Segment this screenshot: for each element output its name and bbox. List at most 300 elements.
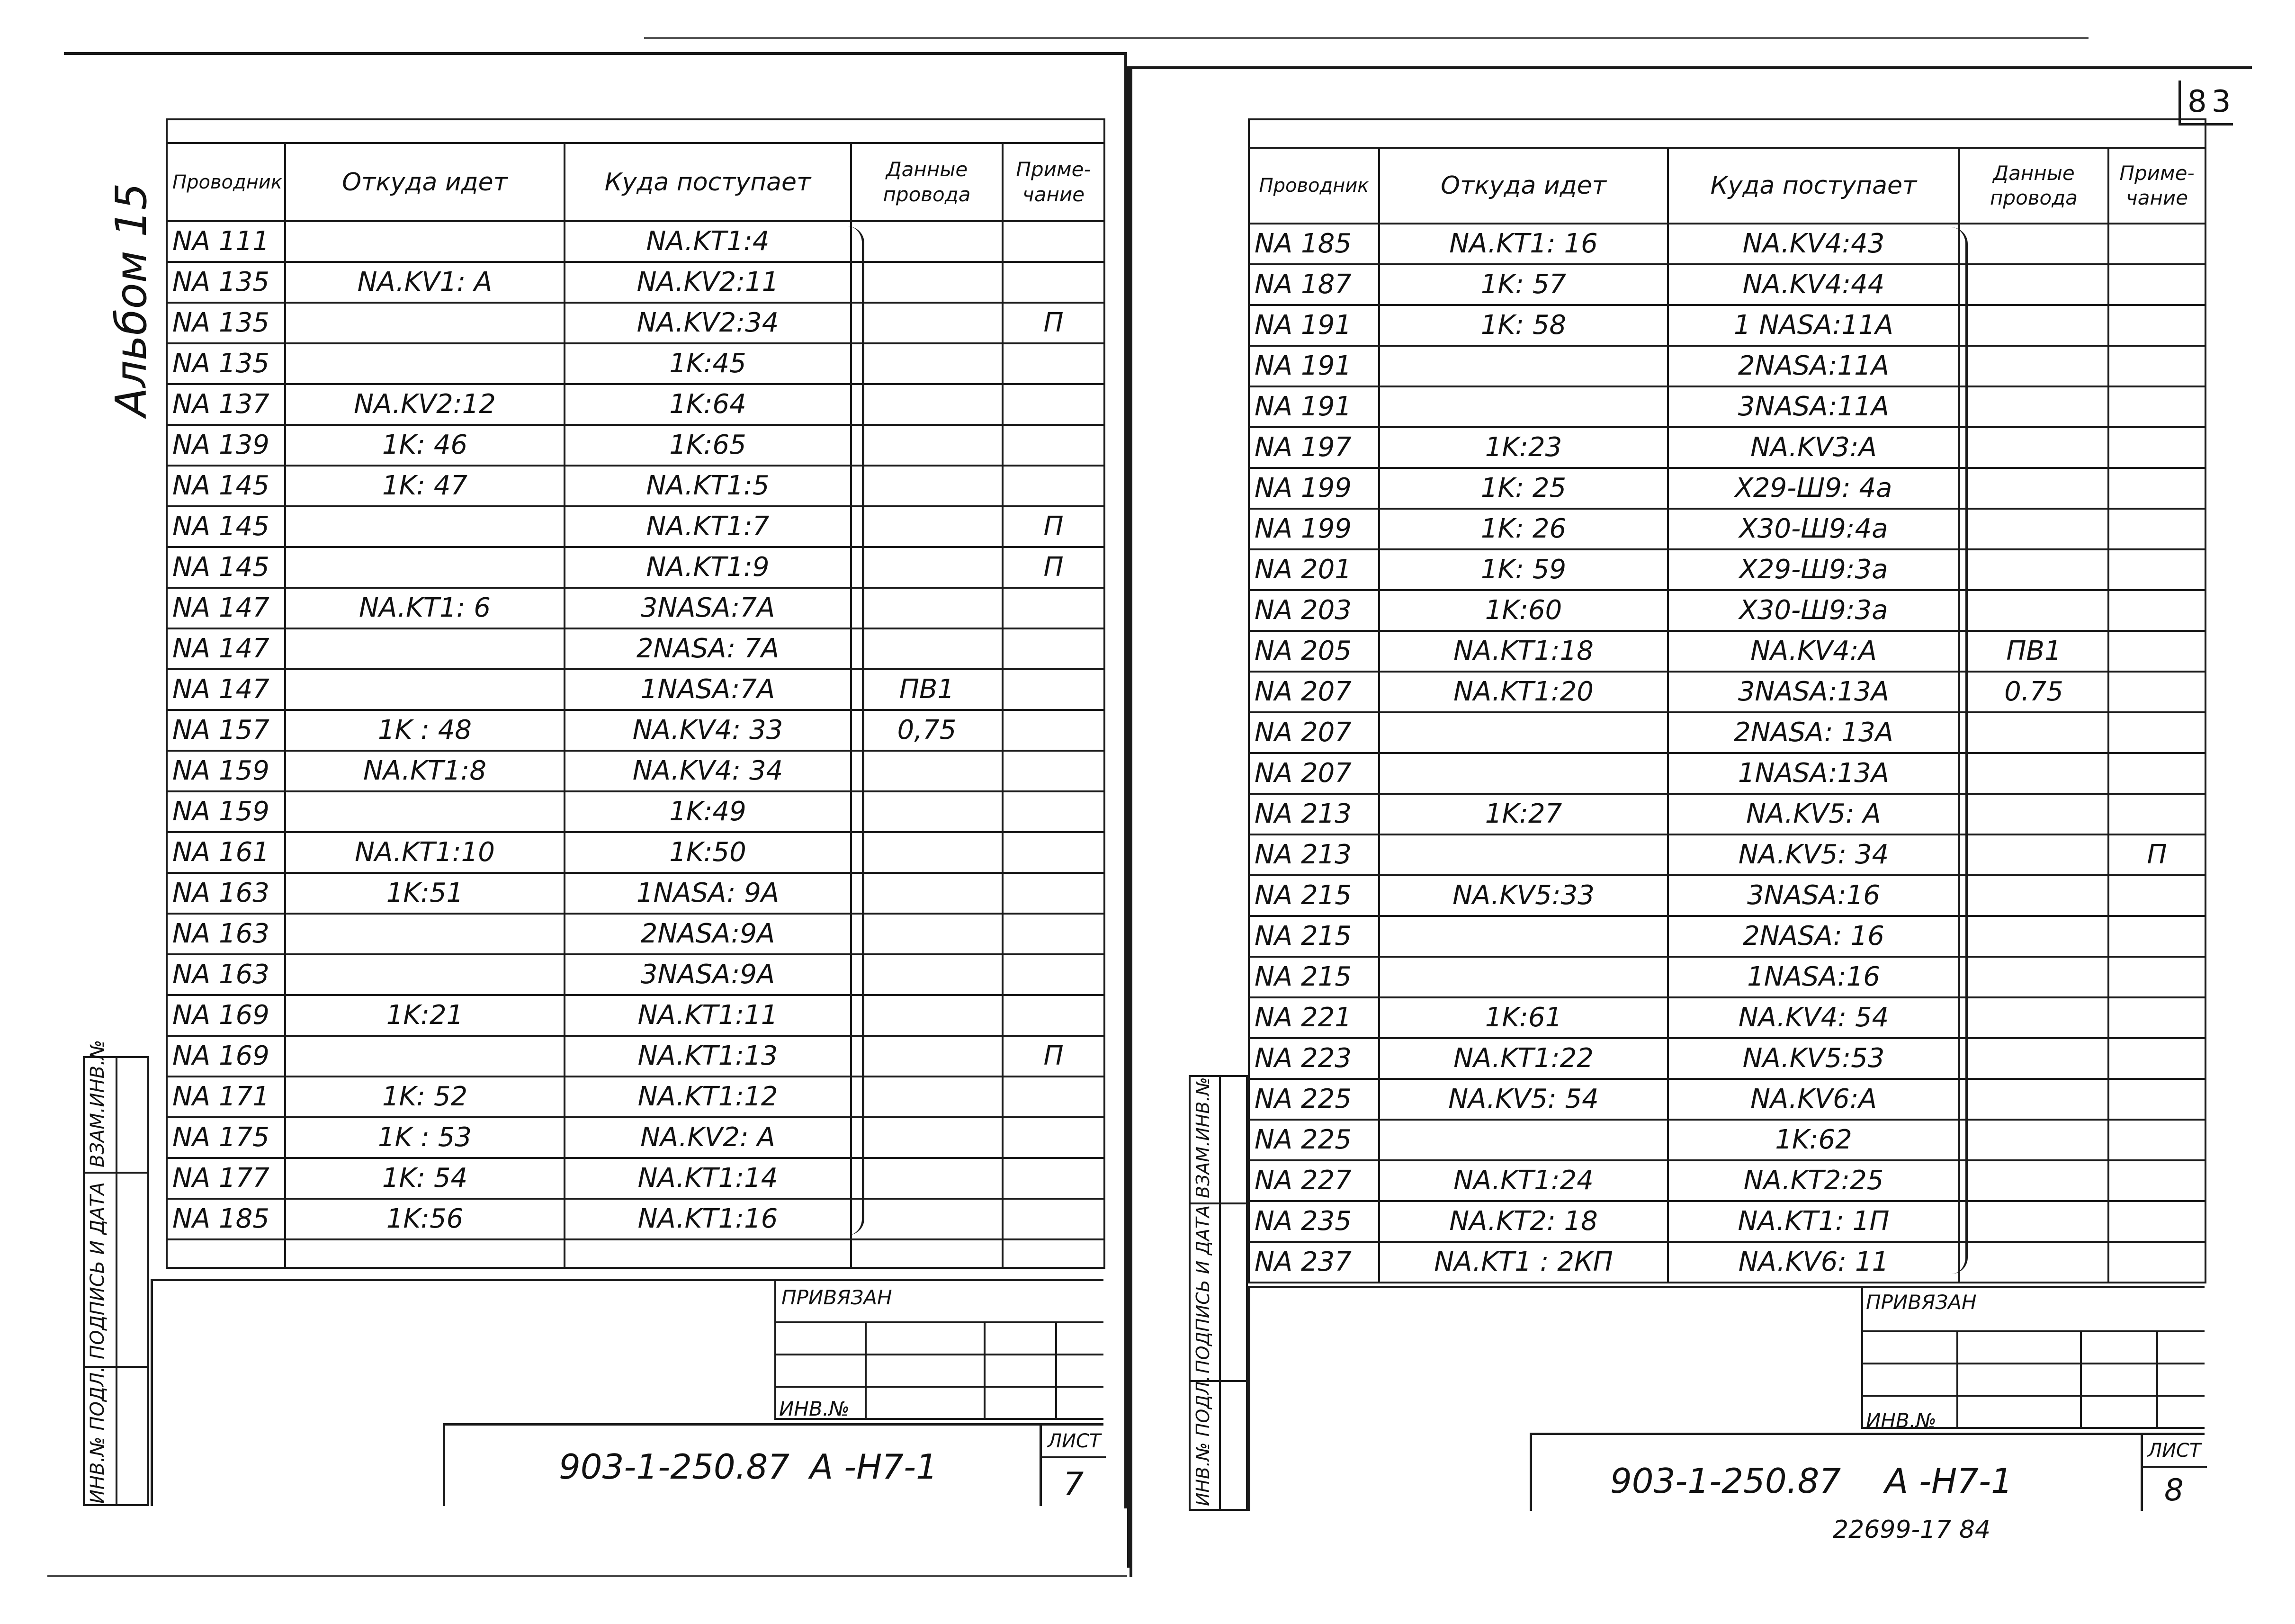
table-row xyxy=(1249,712,2205,753)
data-cell xyxy=(851,343,1003,384)
data-cell xyxy=(1959,549,2108,590)
note-cell xyxy=(2108,794,2205,834)
table-row xyxy=(167,1199,1104,1239)
from-cell xyxy=(1379,916,1668,957)
note-cell xyxy=(1003,832,1104,873)
note-cell xyxy=(2108,1079,2205,1120)
to-cell: NA.KT1:4 xyxy=(565,221,851,262)
table-row xyxy=(1249,549,2205,590)
from-cell xyxy=(1379,753,1668,794)
wire-cell: NA 223 xyxy=(1249,1038,1379,1079)
wire-cell: NA 199 xyxy=(1249,509,1379,549)
header-wire: Проводник xyxy=(167,143,285,221)
from-cell: 1K:51 xyxy=(285,873,565,914)
to-cell: NA.KT1:9 xyxy=(565,547,851,588)
right-replaced-inv-label: ВЗАМ.ИНВ.№ xyxy=(1192,1077,1213,1198)
to-cell: 1K:65 xyxy=(565,425,851,466)
data-cell xyxy=(1959,1201,2108,1242)
from-cell: 1K:61 xyxy=(1379,997,1668,1038)
from-cell: 1K: 54 xyxy=(285,1158,565,1199)
table-row xyxy=(167,588,1104,628)
table-row xyxy=(167,221,1104,262)
data-cell xyxy=(851,751,1003,791)
to-cell: NA.KV4: 54 xyxy=(1668,997,1959,1038)
table-row xyxy=(1249,875,2205,916)
data-cell: ПВ1 xyxy=(1959,631,2108,672)
table-row xyxy=(1249,305,2205,346)
from-cell: 1K: 46 xyxy=(285,425,565,466)
from-cell xyxy=(285,303,565,343)
table-row xyxy=(167,425,1104,466)
note-cell xyxy=(2108,672,2205,712)
header-data: Данные провода xyxy=(1959,148,2108,224)
from-cell xyxy=(1379,1120,1668,1160)
to-cell: 2NASA:11A xyxy=(1668,346,1959,386)
right-designation: 903-1-250.87 xyxy=(1610,1461,1841,1501)
table-row xyxy=(167,628,1104,669)
table-row xyxy=(1249,386,2205,427)
from-cell xyxy=(285,669,565,710)
wire-cell: NA 169 xyxy=(167,995,285,1036)
note-cell xyxy=(1003,343,1104,384)
wire-cell: NA 137 xyxy=(167,384,285,425)
data-cell xyxy=(851,1077,1003,1117)
wire-cell: NA 185 xyxy=(167,1199,285,1239)
note-cell xyxy=(2108,631,2205,672)
wire-cell: NA 207 xyxy=(1249,753,1379,794)
left-sheet-number: 7 xyxy=(1063,1466,1084,1503)
data-cell xyxy=(851,262,1003,303)
to-cell: NA.KV6: 11 xyxy=(1668,1242,1959,1283)
from-cell: NA.KT1:22 xyxy=(1379,1038,1668,1079)
note-cell xyxy=(1003,791,1104,832)
wire-cell: NA 139 xyxy=(167,425,285,466)
left-code: А -Н7-1 xyxy=(810,1447,938,1487)
table-row xyxy=(1249,631,2205,672)
note-cell xyxy=(1003,466,1104,506)
data-cell xyxy=(1959,468,2108,509)
from-cell: 1K:23 xyxy=(1379,427,1668,468)
from-cell xyxy=(285,506,565,547)
from-cell: NA.KV2:12 xyxy=(285,384,565,425)
header-data: Данные провода xyxy=(851,143,1003,221)
note-cell xyxy=(2108,712,2205,753)
to-cell: NA.KV4:44 xyxy=(1668,264,1959,305)
table-row xyxy=(1249,997,2205,1038)
data-cell: 0,75 xyxy=(851,710,1003,751)
to-cell: NA.KV4: 34 xyxy=(565,751,851,791)
data-cell xyxy=(1959,1160,2108,1201)
wire-cell: NA 201 xyxy=(1249,549,1379,590)
wire-cell: NA 191 xyxy=(1249,305,1379,346)
data-cell: 0.75 xyxy=(1959,672,2108,712)
wire-cell: NA 197 xyxy=(1249,427,1379,468)
data-cell: ПВ1 xyxy=(851,669,1003,710)
wire-cell: NA 159 xyxy=(167,791,285,832)
to-cell: NA.KV2:11 xyxy=(565,262,851,303)
note-cell xyxy=(1003,954,1104,995)
wire-cell: NA 199 xyxy=(1249,468,1379,509)
data-cell xyxy=(851,628,1003,669)
to-cell: X30-Ш9:3a xyxy=(1668,590,1959,631)
from-cell: 1K: 26 xyxy=(1379,509,1668,549)
to-cell: NA.KT1:13 xyxy=(565,1036,851,1077)
data-cell xyxy=(1959,916,2108,957)
to-cell: 3NASA:16 xyxy=(1668,875,1959,916)
note-cell xyxy=(2108,1120,2205,1160)
table-row xyxy=(167,262,1104,303)
note-cell xyxy=(2108,549,2205,590)
from-cell: NA.KT1: 6 xyxy=(285,588,565,628)
table-row xyxy=(167,547,1104,588)
from-cell: 1K: 58 xyxy=(1379,305,1668,346)
note-cell: П xyxy=(1003,506,1104,547)
data-cell xyxy=(1959,509,2108,549)
note-cell xyxy=(2108,386,2205,427)
data-cell xyxy=(1959,1242,2108,1283)
to-cell: X30-Ш9:4a xyxy=(1668,509,1959,549)
wire-cell: NA 207 xyxy=(1249,672,1379,712)
table-row xyxy=(167,343,1104,384)
note-cell xyxy=(1003,873,1104,914)
note-cell xyxy=(1003,628,1104,669)
header-to: Куда поступает xyxy=(565,143,851,221)
to-cell: 1K:64 xyxy=(565,384,851,425)
wire-cell: NA 191 xyxy=(1249,346,1379,386)
data-cell xyxy=(1959,346,2108,386)
data-cell xyxy=(1959,427,2108,468)
note-cell: П xyxy=(2108,834,2205,875)
table-row xyxy=(1249,1120,2205,1160)
to-cell: NA.KT1:14 xyxy=(565,1158,851,1199)
wire-cell: NA 213 xyxy=(1249,794,1379,834)
table-row xyxy=(167,832,1104,873)
table-row xyxy=(167,1117,1104,1158)
note-cell xyxy=(1003,1117,1104,1158)
data-cell xyxy=(851,1199,1003,1239)
from-cell xyxy=(285,914,565,954)
wire-cell: NA 225 xyxy=(1249,1120,1379,1160)
left-inv-original-label: ИНВ.№ ПОДЛ. xyxy=(87,1366,108,1504)
to-cell: NA.KT1:5 xyxy=(565,466,851,506)
data-cell xyxy=(851,384,1003,425)
table-row xyxy=(167,1158,1104,1199)
to-cell: 1K:45 xyxy=(565,343,851,384)
table-row xyxy=(167,914,1104,954)
data-cell xyxy=(851,221,1003,262)
table-row xyxy=(1249,916,2205,957)
scan-edge-line-top xyxy=(644,37,2089,39)
wire-cell: NA 205 xyxy=(1249,631,1379,672)
data-cell xyxy=(851,588,1003,628)
header-note: Приме-чание xyxy=(1003,143,1104,221)
table-row xyxy=(167,710,1104,751)
wire-cell: NA 235 xyxy=(1249,1201,1379,1242)
from-cell: 1K:21 xyxy=(285,995,565,1036)
wire-cell: NA 171 xyxy=(167,1077,285,1117)
data-cell xyxy=(851,873,1003,914)
left-inv-label: ИНВ.№ xyxy=(779,1397,850,1420)
data-cell xyxy=(851,425,1003,466)
table-row xyxy=(1249,957,2205,997)
left-wire-table xyxy=(166,118,1105,1269)
wire-cell: NA 163 xyxy=(167,954,285,995)
data-cell xyxy=(1959,753,2108,794)
wire-cell: NA 215 xyxy=(1249,916,1379,957)
note-cell xyxy=(1003,669,1104,710)
wire-cell: NA 147 xyxy=(167,669,285,710)
right-code: А -Н7-1 xyxy=(1885,1461,2013,1501)
right-bound-label: ПРИВЯЗАН xyxy=(1866,1291,1977,1314)
wire-cell: NA 135 xyxy=(167,262,285,303)
table-row xyxy=(167,466,1104,506)
table-row xyxy=(167,791,1104,832)
wire-cell: NA 175 xyxy=(167,1117,285,1158)
wire-cell: NA 111 xyxy=(167,221,285,262)
table-row xyxy=(1249,224,2205,264)
note-cell xyxy=(2108,1242,2205,1283)
table-row xyxy=(167,954,1104,995)
to-cell: NA.KT1:7 xyxy=(565,506,851,547)
to-cell: NA.KT1:11 xyxy=(565,995,851,1036)
wire-cell: NA 227 xyxy=(1249,1160,1379,1201)
album-label: Альбом 15 xyxy=(107,183,156,417)
wire-cell: NA 177 xyxy=(167,1158,285,1199)
data-cell xyxy=(1959,224,2108,264)
wire-cell: NA 213 xyxy=(1249,834,1379,875)
data-cell xyxy=(1959,997,2108,1038)
from-cell xyxy=(285,791,565,832)
table-row xyxy=(167,1036,1104,1077)
table-row xyxy=(167,506,1104,547)
note-cell xyxy=(2108,1160,2205,1201)
data-cell xyxy=(851,1117,1003,1158)
to-cell: NA.KV4:A xyxy=(1668,631,1959,672)
to-cell: 1NASA:16 xyxy=(1668,957,1959,997)
from-cell: 1K: 25 xyxy=(1379,468,1668,509)
left-designation: 903-1-250.87 xyxy=(559,1447,790,1487)
data-cell xyxy=(851,1036,1003,1077)
to-cell: NA.KV5:53 xyxy=(1668,1038,1959,1079)
data-cell xyxy=(851,1158,1003,1199)
wire-cell: NA 191 xyxy=(1249,386,1379,427)
from-cell xyxy=(1379,834,1668,875)
note-cell xyxy=(2108,916,2205,957)
wire-cell: NA 145 xyxy=(167,466,285,506)
wire-cell: NA 215 xyxy=(1249,875,1379,916)
wire-cell: NA 203 xyxy=(1249,590,1379,631)
data-cell xyxy=(851,914,1003,954)
note-cell xyxy=(1003,914,1104,954)
from-cell: NA.KV1: A xyxy=(285,262,565,303)
to-cell: NA.KV2:34 xyxy=(565,303,851,343)
note-cell xyxy=(1003,384,1104,425)
header-from: Откуда идет xyxy=(1379,148,1668,224)
header-to: Куда поступает xyxy=(1668,148,1959,224)
table-row xyxy=(1249,1201,2205,1242)
note-cell: П xyxy=(1003,547,1104,588)
header-from: Откуда идет xyxy=(285,143,565,221)
wire-cell: NA 185 xyxy=(1249,224,1379,264)
from-cell xyxy=(1379,346,1668,386)
to-cell: NA.KV5: A xyxy=(1668,794,1959,834)
to-cell: 1K:50 xyxy=(565,832,851,873)
to-cell: 2NASA: 16 xyxy=(1668,916,1959,957)
from-cell: 1K: 57 xyxy=(1379,264,1668,305)
right-signature-date-label: ПОДПИСЬ И ДАТА xyxy=(1192,1205,1213,1373)
to-cell: X29-Ш9: 4a xyxy=(1668,468,1959,509)
note-cell xyxy=(1003,1158,1104,1199)
note-cell xyxy=(1003,425,1104,466)
to-cell: NA.KV4:43 xyxy=(1668,224,1959,264)
header-wire: Проводник xyxy=(1249,148,1379,224)
page-number: 83 xyxy=(2187,84,2236,119)
right-brace xyxy=(1951,227,1968,1274)
from-cell xyxy=(285,954,565,995)
from-cell: 1K:56 xyxy=(285,1199,565,1239)
wire-cell: NA 145 xyxy=(167,547,285,588)
right-wire-table xyxy=(1248,118,2206,1283)
to-cell: 1K:62 xyxy=(1668,1120,1959,1160)
data-cell xyxy=(1959,957,2108,997)
table-row xyxy=(1249,346,2205,386)
wire-cell: NA 169 xyxy=(167,1036,285,1077)
note-cell xyxy=(1003,1199,1104,1239)
table-row xyxy=(1249,509,2205,549)
data-cell xyxy=(851,506,1003,547)
table-row xyxy=(1249,794,2205,834)
to-cell: 2NASA: 13A xyxy=(1668,712,1959,753)
data-cell xyxy=(851,466,1003,506)
wire-cell: NA 159 xyxy=(167,751,285,791)
from-cell xyxy=(1379,386,1668,427)
left-bound-label: ПРИВЯЗАН xyxy=(781,1286,892,1309)
from-cell xyxy=(285,547,565,588)
note-cell xyxy=(1003,1077,1104,1117)
to-cell: NA.KV6:A xyxy=(1668,1079,1959,1120)
wire-cell: NA 135 xyxy=(167,303,285,343)
from-cell: NA.KT1:24 xyxy=(1379,1160,1668,1201)
right-sheet-label: ЛИСТ xyxy=(2148,1440,2201,1462)
header-note: Приме-чание xyxy=(2108,148,2205,224)
data-cell xyxy=(1959,305,2108,346)
table-row xyxy=(167,669,1104,710)
from-cell xyxy=(285,628,565,669)
from-cell: NA.KT1:18 xyxy=(1379,631,1668,672)
to-cell: 1 NASA:11A xyxy=(1668,305,1959,346)
right-sheet-number: 8 xyxy=(2164,1473,2184,1508)
note-cell xyxy=(1003,751,1104,791)
to-cell: 1NASA:13A xyxy=(1668,753,1959,794)
to-cell: NA.KT1: 1П xyxy=(1668,1201,1959,1242)
to-cell: NA.KV4: 33 xyxy=(565,710,851,751)
wire-cell: NA 215 xyxy=(1249,957,1379,997)
to-cell: NA.KV3:A xyxy=(1668,427,1959,468)
to-cell: 1NASA:7A xyxy=(565,669,851,710)
to-cell: 1K:49 xyxy=(565,791,851,832)
from-cell: 1K : 48 xyxy=(285,710,565,751)
table-row xyxy=(1249,1242,2205,1283)
from-cell: NA.KT1:10 xyxy=(285,832,565,873)
note-cell xyxy=(1003,588,1104,628)
data-cell xyxy=(1959,834,2108,875)
footer-code: 22699-17 84 xyxy=(1833,1516,1991,1544)
wire-cell: NA 187 xyxy=(1249,264,1379,305)
wire-cell: NA 147 xyxy=(167,588,285,628)
note-cell xyxy=(2108,305,2205,346)
table-row xyxy=(1249,753,2205,794)
data-cell xyxy=(851,791,1003,832)
from-cell: NA.KT1:8 xyxy=(285,751,565,791)
note-cell xyxy=(2108,509,2205,549)
to-cell: 2NASA: 7A xyxy=(565,628,851,669)
from-cell xyxy=(1379,957,1668,997)
sheet-divider xyxy=(1127,66,1131,1568)
right-inv-label: ИНВ.№ xyxy=(1866,1409,1936,1432)
data-cell xyxy=(1959,1038,2108,1079)
wire-cell: NA 161 xyxy=(167,832,285,873)
note-cell xyxy=(2108,1038,2205,1079)
from-cell: 1K: 59 xyxy=(1379,549,1668,590)
wire-cell: NA 163 xyxy=(167,873,285,914)
data-cell xyxy=(1959,386,2108,427)
table-row xyxy=(1249,264,2205,305)
wire-cell: NA 237 xyxy=(1249,1242,1379,1283)
from-cell: NA.KV5:33 xyxy=(1379,875,1668,916)
to-cell: 2NASA:9A xyxy=(565,914,851,954)
right-inv-original-label: ИНВ.№ ПОДЛ. xyxy=(1192,1375,1213,1506)
to-cell: 3NASA:7A xyxy=(565,588,851,628)
from-cell: NA.KT1:20 xyxy=(1379,672,1668,712)
to-cell: 3NASA:13A xyxy=(1668,672,1959,712)
note-cell: П xyxy=(1003,303,1104,343)
to-cell: NA.KV5: 34 xyxy=(1668,834,1959,875)
from-cell: NA.KT1: 16 xyxy=(1379,224,1668,264)
table-row xyxy=(167,873,1104,914)
from-cell: NA.KV5: 54 xyxy=(1379,1079,1668,1120)
data-cell xyxy=(1959,1079,2108,1120)
note-cell xyxy=(1003,995,1104,1036)
data-cell xyxy=(1959,590,2108,631)
note-cell: П xyxy=(1003,1036,1104,1077)
note-cell xyxy=(1003,262,1104,303)
table-row xyxy=(167,384,1104,425)
to-cell: 3NASA:11A xyxy=(1668,386,1959,427)
to-cell: 3NASA:9A xyxy=(565,954,851,995)
wire-cell: NA 221 xyxy=(1249,997,1379,1038)
table-row xyxy=(1249,427,2205,468)
from-cell: NA.KT2: 18 xyxy=(1379,1201,1668,1242)
note-cell xyxy=(2108,1201,2205,1242)
from-cell: 1K:60 xyxy=(1379,590,1668,631)
table-row xyxy=(1249,590,2205,631)
data-cell xyxy=(1959,712,2108,753)
wire-cell: NA 207 xyxy=(1249,712,1379,753)
note-cell xyxy=(2108,427,2205,468)
note-cell xyxy=(2108,346,2205,386)
to-cell: NA.KT2:25 xyxy=(1668,1160,1959,1201)
data-cell xyxy=(851,303,1003,343)
note-cell xyxy=(2108,468,2205,509)
data-cell xyxy=(851,832,1003,873)
from-cell: 1K: 52 xyxy=(285,1077,565,1117)
from-cell: 1K : 53 xyxy=(285,1117,565,1158)
wire-cell: NA 225 xyxy=(1249,1079,1379,1120)
table-row xyxy=(1249,1160,2205,1201)
wire-cell: NA 145 xyxy=(167,506,285,547)
from-cell: NA.KT1 : 2КП xyxy=(1379,1242,1668,1283)
note-cell xyxy=(2108,590,2205,631)
